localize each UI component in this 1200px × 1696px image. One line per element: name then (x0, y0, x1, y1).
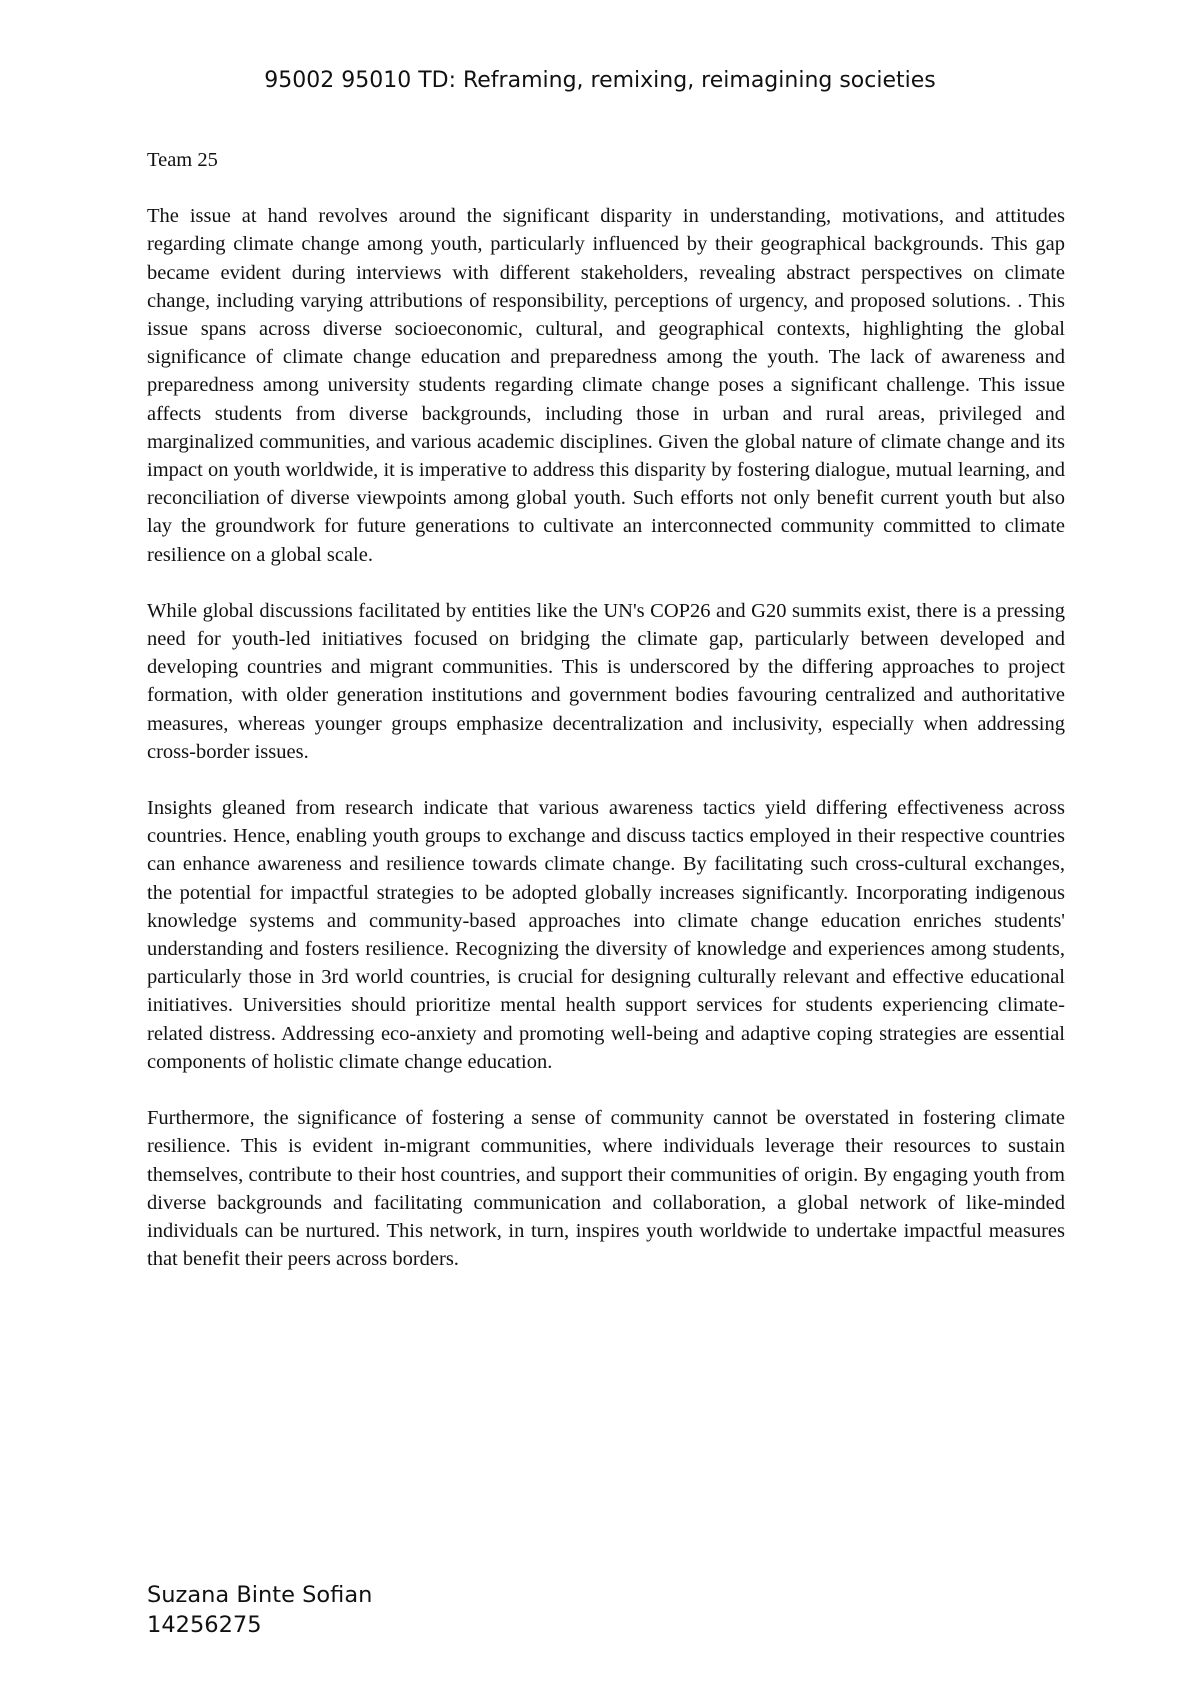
document-title: 95002 95010 TD: Reframing, remixing, reimagining societies (264, 68, 936, 93)
paragraph-research-insights: Insights gleaned from research indicate that various awareness tactics yield differing effectiveness across countries. Hence, enabling youth groups to exchange and discuss tactics employed in their respective countries can enhance awareness and resilience towards climate change. By facilitating such cross-cultural exchanges, the potential for impactful strategies to be adopted globally increases significantly. Incorporating indigenous knowledge systems and community-based approaches into climate change education enriches students' understanding and fosters resilience. Recognizing the diversity of knowledge and experiences among students, particularly those in 3rd world countries, is crucial for designing culturally relevant and effective educational initiatives. Universities should prioritize mental health support services for students experiencing climate-related distress. Addressing eco-anxiety and promoting well-being and adaptive coping strategies are essential components of holistic climate change education. (147, 797, 1065, 1073)
author-name: Suzana Binte Sofian (147, 1582, 373, 1608)
team-label: Team 25 (147, 149, 218, 171)
author-id: 14256275 (147, 1612, 262, 1638)
author-block (147, 1580, 372, 1640)
paragraph-community: Furthermore, the significance of fostering a sense of community cannot be overstated in fostering climate resilience. This is evident in-migrant communities, where individuals leverage their resources to sustain themselves, contribute to their host countries, and support their communities of origin. By engaging youth from diverse backgrounds and facilitating communication and collaboration, a global network of like-minded individuals can be nurtured. This network, in turn, inspires youth worldwide to undertake impactful measures that benefit their peers across borders. (147, 1107, 1065, 1271)
paragraph-youth-initiatives: While global discussions facilitated by entities like the UN's COP26 and G20 summits exist, there is a pressing need for youth-led initiatives focused on bridging the climate gap, particularly between developed and developing countries and migrant communities. This is underscored by the differing approaches to project formation, with older generation institutions and government bodies favouring centralized and authoritative measures, whereas younger groups emphasize decentralization and inclusivity, especially when addressing cross-border issues. (147, 599, 1065, 763)
paragraph-problem-statement: The issue at hand revolves around the significant disparity in understanding, motivations, and attitudes regarding climate change among youth, particularly influenced by their geographical backgrounds. This gap became evident during interviews with different stakeholders, revealing abstract perspectives on climate change, including varying attributions of responsibility, perceptions of urgency, and proposed solutions. . This issue spans across diverse socioeconomic, cultural, and geographical contexts, highlighting the global significance of climate change education and preparedness among the youth. The lack of awareness and preparedness among university students regarding climate change poses a significant challenge. This issue affects students from diverse backgrounds, including those in urban and rural areas, privileged and marginalized communities, and various academic disciplines. Given the global nature of climate change and its impact on youth worldwide, it is imperative to address this disparity by fostering dialogue, mutual learning, and reconciliation of diverse viewpoints among global youth. Such efforts not only benefit current youth but also lay the groundwork for future generations to cultivate an interconnected community committed to climate resilience on a global scale. (147, 205, 1065, 566)
document-body (147, 146, 1065, 1301)
